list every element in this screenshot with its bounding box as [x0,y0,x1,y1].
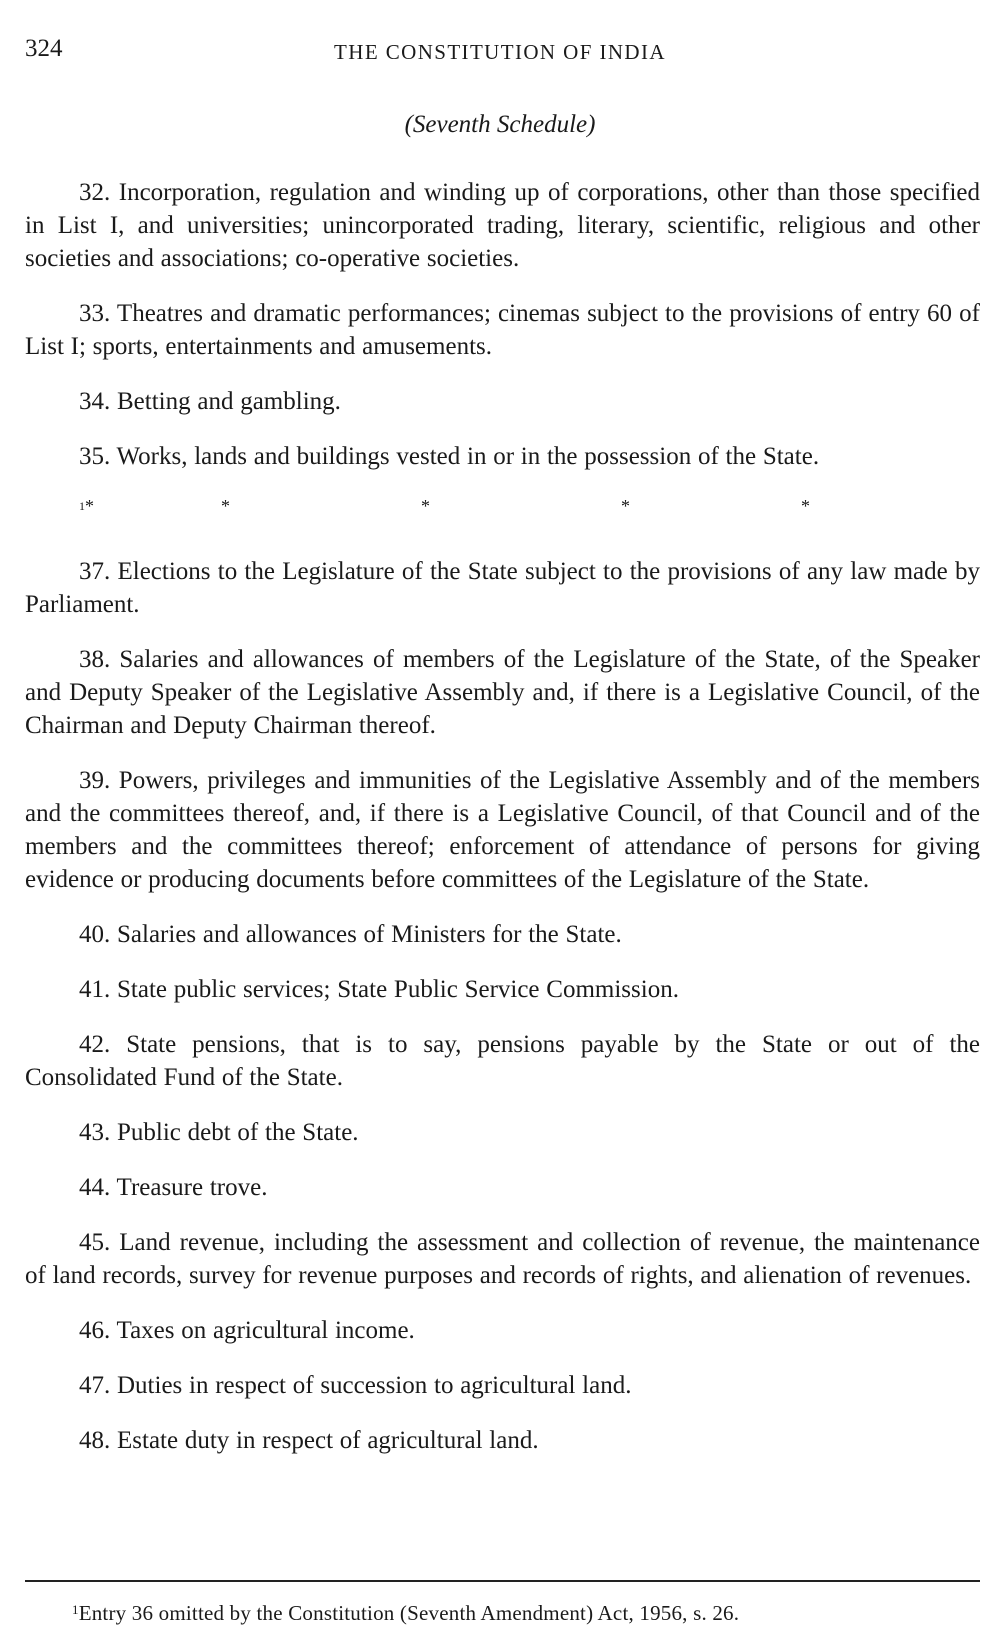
list-entry-48: 48. Estate duty in respect of agricultural land. [79,1427,539,1454]
list-entries [25,176,980,1457]
list-entry-35: 35. Works, lands and buildings vested in or in the possession of the State. [79,443,820,470]
omission-star: * [85,496,94,516]
list-entry-42: 42. State pensions, that is to say, pensions payable by the State or out of the Consolidated Fund of the State. [25,1031,980,1091]
footnote-text: Entry 36 omitted by the Constitution (Seventh Amendment) Act, 1956, s. 26. [78,1601,740,1625]
list-entry-39: 39. Powers, privileges and immunities of the Legislative Assembly and of the members and the committees thereof, and, if there is a Legislative Council, of that Council and of the members and the committees thereof; enforcement of attendance of persons for giving evidence or producing documents before committees of the Legislature of the State. [25,767,980,893]
omission-star: * [621,496,630,516]
list-entry-38: 38. Salaries and allowances of members of the Legislature of the State, of the Speaker and Deputy Speaker of the Legislative Assembly and, if there is a Legislative Council, of the Chairman and Deputy Chairman thereof. [25,646,980,739]
page-number: 324 [25,35,63,62]
omission-star: * [801,496,810,516]
list-entry-44: 44. Treasure trove. [79,1174,268,1201]
schedule-title: (Seventh Schedule) [404,111,596,138]
omission-asterisks [25,491,980,521]
list-entry-46: 46. Taxes on agricultural income. [79,1317,415,1344]
footnote [72,1596,982,1627]
list-entry-43: 43. Public debt of the State. [79,1119,359,1146]
omission-marker [79,491,94,521]
list-entry-33: 33. Theatres and dramatic performances; cinemas subject to the provisions of entry 60 of List I; sports, entertainments and amusements. [25,300,980,360]
footnote-divider [25,1580,980,1582]
omission-star: * [421,496,430,516]
list-entry-45: 45. Land revenue, including the assessment and collection of revenue, the maintenance of land records, survey for revenue purposes and records of rights, and alienation of revenues. [25,1229,980,1289]
list-entry-32: 32. Incorporation, regulation and winding up of corporations, other than those specified in List I, and universities; unincorporated trading, literary, scientific, religious and other societies and associations; co-operative societies. [25,179,980,272]
footnote-marker: 1 [72,1602,79,1617]
list-entry-41: 41. State public services; State Public Service Commission. [79,976,679,1003]
omission-star: * [221,496,230,516]
list-entry-40: 40. Salaries and allowances of Ministers for the State. [79,921,622,948]
list-entry-34: 34. Betting and gambling. [79,388,341,415]
list-entry-37: 37. Elections to the Legislature of the State subject to the provisions of any law made by Parliament. [25,558,980,618]
list-entry-47: 47. Duties in respect of succession to agricultural land. [79,1372,632,1399]
running-title: THE CONSTITUTION OF INDIA [334,40,666,64]
omission-footnote-marker: 1 [79,499,85,513]
